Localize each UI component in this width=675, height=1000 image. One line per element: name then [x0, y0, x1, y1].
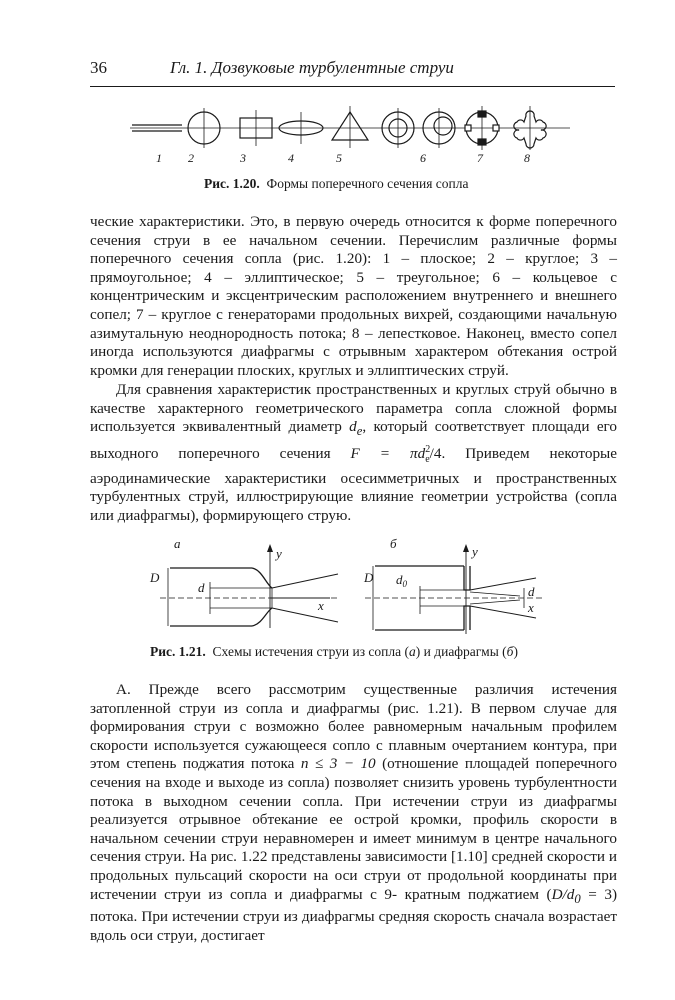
diaphragm-diagram	[365, 544, 545, 634]
figure-1-21	[140, 530, 560, 640]
running-header	[90, 58, 615, 80]
label-D-a: D	[150, 570, 160, 585]
label-y-a: y	[276, 546, 282, 561]
shape-number-5: 5	[336, 151, 342, 165]
label-x-a: x	[318, 598, 324, 613]
shape-5-triangle	[332, 106, 368, 148]
shape-number-2: 2	[188, 151, 194, 165]
running-title: Гл. 1. Дозвуковые турбулентные струи	[170, 58, 454, 77]
figure-1-20	[130, 104, 570, 168]
paragraph-1: ческие характеристики. Это, в первую очередь относится к форме поперечного сечения струи в ее начальном сечении. Перечислим различные формы поперечного сечения сопла (рис. 1.20): 1 – плоское; 2 – круглое; 3 – прямоугольное; 4 – эллиптическое; 5 – треугольное; 6 – кольцевое с концентрическим и эксцентрическим расположением внутреннего и внешнего сопел; 7 – круглое с генераторами продольных вихрей, создающими начальную азимутальную неоднородность потока; 8 – лепестковое. Наконец, вместо сопел иногда используются диафрагмы с отрывным характером обтекания острой кромки для генерации плоских, круглых и эллиптических струй.	[90, 213, 617, 379]
figure-1-21-caption: Рис. 1.21. Схемы истечения струи из сопла (а) и диафрагмы (б)	[150, 644, 518, 659]
shape-number-4: 4	[288, 151, 294, 165]
page-number: 36	[90, 58, 107, 77]
header-rule	[90, 86, 615, 87]
paragraph-2: Для сравнения характеристик пространственных и круглых струй обычно в качестве характерного геометрического параметра сопла сложной формы используется эквивалентный диаметр $d_e$, который соответствует площади его выходного поперечного сечения $F = \pi d^2_e/4$. Приведем некоторые аэродинамические характеристики осесимметричных и пространственных турбулентных струй, иллюстрирующие влияние геометрии устройства (сопла или диафрагмы), формирующего струю.	[90, 381, 617, 524]
label-d-a: d	[198, 580, 205, 595]
label-d0-b: $d_0$	[396, 572, 407, 589]
shape-number-1: 1	[156, 151, 162, 165]
shape-number-7: 7	[477, 151, 483, 165]
label-y-b: y	[472, 544, 478, 559]
shape-7-vortex-generators	[465, 106, 499, 150]
shape-number-3: 3	[240, 151, 246, 165]
paragraph-3: А. Прежде всего рассмотрим существенные различия истечения затопленной струи из сопла и диафрагмы (рис. 1.21). В первом случае для формирования струи с возможно более равномерным начальным профилем скорости используется сужающееся сопло с плавным очертанием контура, при этом степень поджатия потока n ≤ 3 − 10 (отношение площадей поперечного сечения на входе и выходе из сопла) позволяет снизить уровень турбулентности потока в выходном сечении сопла. При истечении струи из диафрагмы реализуется отрывное обтекание ее острой кромки, профиль скорости в начальном сечении струи неравномерен и имеет минимум в центре начального сечения струи. На рис. 1.22 представлены зависимости [1.10] средней скорости и продольных пульсаций скорости на оси струи от продольной координаты при истечении струи из сопла и диафрагмы с 9- кратным поджатием $(D/d_0 = 3)$ потока. При истечении струи из диафрагмы средняя скорость сначала возрастает вдоль оси струи, достигает	[90, 681, 617, 944]
label-b: б	[390, 536, 397, 551]
label-a: а	[174, 536, 181, 551]
label-D-b: D	[364, 570, 374, 585]
shape-number-8: 8	[524, 151, 530, 165]
figure-1-20-caption	[204, 176, 469, 192]
label-x-b: x	[528, 600, 534, 615]
shape-number-6: 6	[420, 151, 426, 165]
label-d-b: d	[528, 584, 535, 599]
nozzle-diagram	[160, 544, 340, 628]
caption-label: Рис. 1.20.	[204, 176, 260, 191]
caption-text: Формы поперечного сечения сопла	[266, 176, 469, 191]
